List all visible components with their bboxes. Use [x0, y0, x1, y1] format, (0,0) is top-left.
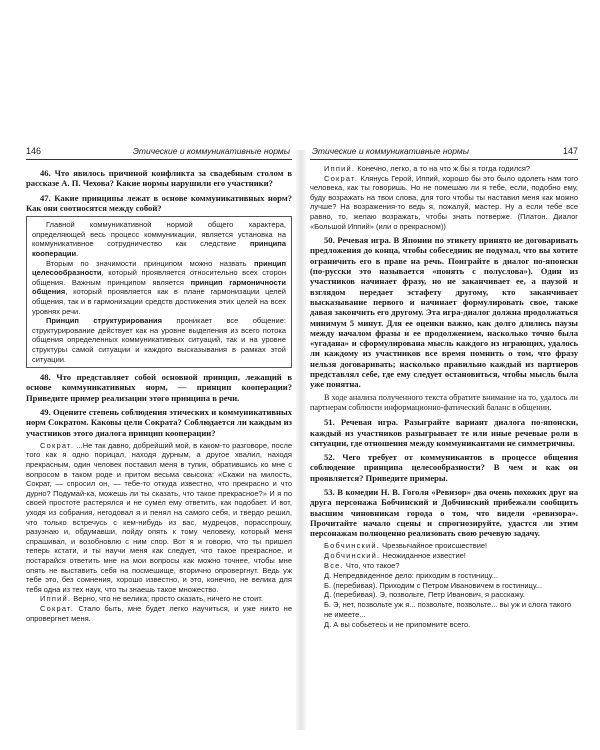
page-number: 146	[26, 146, 42, 156]
running-header	[310, 145, 578, 160]
dialogue-line: Сократ. Клянусь Герой, Иппий, хорошо бы это было одолеть нам того человека, как ты говоришь. Но не помешаю ли я тебе, если, подобно ему, буду возражать на твои слова, для того чтобы ты наставил меня как можно лучше? На возражения-то ведь я, пожалуй, мастер. Ну а если тебе все равно, то, желаю возражать, чтобы знать потверже. (Платон. Диалог «Большой Иппий» (или о прекрасном))	[310, 173, 578, 231]
page-content	[310, 160, 578, 630]
dialogue-line: Иппий. Верно, что не велика; просто сказать, ничего не стоит.	[40, 594, 263, 604]
right-page	[310, 145, 578, 730]
speaker-name: Сократ.	[40, 440, 75, 450]
play-line: Бобчинский. Чрезвычайное происшествие!	[324, 541, 488, 551]
principles-box	[26, 216, 292, 368]
question-53: 53. В комедии Н. В. Гоголя «Ревизор» два очень похожих друг на друга персонажа Бобчинский и Добчинский прибежали сообщить высшим чиновникам города о том, что видели «ревизора». Прочитайте начало сцены и спрогнозируйте, удастся ли этим персонажам полноценно реализовать свою речевую задачу.	[310, 486, 578, 539]
speaker-name: Все.	[324, 561, 344, 571]
page-content	[26, 160, 292, 623]
question-51: 51. Речевая игра. Разыграйте вариант диалога по-японски, каждый из участников разыгрывает те или иные речевые роли в ситуации, где отношения между коммуникантами не симметричны.	[310, 417, 578, 448]
speaker-name: Иппий.	[40, 594, 72, 604]
box-paragraph: Вторым по значимости принципом можно назвать принцип целесообразности, который проявляется относительно всех сторон общения. Важным принципом является принцип гармоничности общения, который проявляется как в плане гармонизации целей общения, так и в гармонизации средств достижения этих целей на всех уровнях речи.	[32, 258, 286, 316]
question-52: 52. Чего требует от коммуникантов в процессе общения соблюдение принципа целесообразности? В чем и как он проявляется? Приведите примеры.	[310, 452, 578, 483]
play-line: Д. Непредвиденное дело: приходим в гостиницу...	[324, 570, 498, 580]
speaker-name: Иппий.	[324, 164, 356, 173]
dialogue-line: Сократ. ...Не так давно, добрейший мой, в каком-то разговоре, после того как я одно порицал, находя дурным, а другое хвалил, находя прекрасным, один человек поставил меня в тупик, обратившись ко мне с вопросом в таком роде и притом весьма свысока: «Скажи на милость, Сократ, — спросил он, — тебе-то откуда известно, что прекрасно и что дурно? Подумай-ка, можешь ли ты сказать, что такое прекрасное?» И я по своей простоте растерялся и не сумел ему ответить, как подобает. И вот, уходя из собрания, негодовал я и пенял на самого себя, и твердо решил, что только встречусь с кем-нибудь из вас, мудрецов, порасспрошу, разузнаю и, обдумавши, пойду опять к тому человеку, который меня спрашивал, и возобновлю с ним спор. Вот я и говорю, что ты пришел теперь кстати, и ты научи меня как следует, что такое прекрасное, и постарайся ответить мне на мои вопросы как можно точнее, чтобы мне опять не выставить себя на посмешище, вторично опровергнут. Ведь уж тебе это, без сомнения, хорошо известно, и это, конечно, не велика для тебя одна из тех наук, что ты знаешь такое множество.	[26, 440, 292, 594]
book-spread	[0, 145, 600, 730]
play-line: Д. А вы собьетесь и не припомните всего.	[324, 619, 471, 629]
question-48: 48. Что представляет собой основной принцип, лежащий в основе коммуникативных норм, — принцип кооперации? Приведите пример реализации этого принципа в речи.	[26, 372, 292, 403]
left-page	[26, 145, 292, 730]
question-49: 49. Оцените степень соблюдения этических и коммуникативных норм Сократом. Каковы цели Сократа? Соблюдается ли каждым из участников этого диалога принцип кооперации?	[26, 406, 292, 438]
speaker-name: Сократ.	[40, 603, 75, 613]
term-structuring: Принцип структурирования	[46, 316, 162, 326]
speaker-name: Сократ.	[324, 173, 359, 183]
running-title: Этические и коммуникативные нормы	[133, 146, 290, 156]
play-line: Б. (перебивая). Приходим с Петром Ивановичем в гостиницу...	[324, 580, 543, 590]
term-cooperation: принципа кооперации	[32, 239, 286, 258]
term-harmony: принцип гармоничности общения	[32, 277, 286, 297]
running-title: Этические и коммуникативные нормы	[312, 146, 469, 156]
play-line: Все. Что, что такое?	[324, 561, 400, 571]
speaker-name: Добчинский.	[324, 551, 381, 561]
play-line: Д. (перебивая). Э, позвольте, Петр Иванович, я расскажу.	[324, 590, 525, 600]
page-number: 147	[562, 146, 578, 156]
speaker-name: Бобчинский.	[324, 541, 381, 551]
box-paragraph: Главной коммуникативной нормой общего характера, определяющей весь процесс коммуникации, является установка на коммуникативное сотрудничество как следствие принципа кооперации.	[32, 220, 286, 258]
dialogue-line: Сократ. Стало быть, мне будет легко научиться, и уже никто не опровергнет меня.	[26, 603, 292, 623]
question-50: 50. Речевая игра. В Японии по этикету принято не договаривать предложения до конца, чтобы собеседник не подумал, что вы хотите ограничить его в праве на речь. Поиграйте в диалог по-японски (по-русски это называется «понять с полуслова»). Один из участников начинает фразу, но не заканчивает ее, а паузой и взглядом передает эстафету другому, кто заканчивает высказывание первого и начинает формулировать свое, также давая закончить его другому. Эта игра-диалог должна продолжаться минимум 5 минут. Для ее оценки важно, как долго длились паузы между началом фразы и ее продолжением, насколько точно была «угадана» и сформулирована мысль каждого из играющих, удалось ли каждому из участников все время помнить о том, что фразу нельзя договаривать; насколько правильно каждый из партнеров представлял себе, где ему следует остановиться, чтобы мысль была уже понятна.	[310, 235, 578, 390]
play-line: Добчинский. Неожиданное известие!	[324, 551, 466, 561]
play-line: Б. Э, нет, позвольте уж я... позвольте, позвольте... вы уж и слога такого не имеете...	[324, 600, 572, 620]
box-paragraph: Принцип структурирования проникает все общение: структурирование действует как на уровне выделения из всего потока общения определенных коммуникативных ситуаций, так и на уровне структуры самой ситуации и каждого высказывания в рамках этой ситуации.	[32, 316, 287, 364]
question-50-note: В ходе анализа полученного текста обратите внимание на то, удалось ли партнерам соблюсти информационно-фатический баланс в общении.	[310, 392, 578, 412]
question-46: 46. Что явилось причиной конфликта за свадебным столом в рассказе А. П. Чехова? Какие нормы нарушили его участники?	[26, 168, 292, 189]
question-47: 47. Какие принципы лежат в основе коммуникативных норм? Как они соотносятся между собой?	[26, 192, 292, 213]
dialogue-line: Иппий. Конечно, легко, а то на что ж бы я тогда годился?	[324, 164, 531, 173]
running-header	[26, 145, 292, 160]
term-expediency: принцип целесообразности	[32, 258, 286, 278]
